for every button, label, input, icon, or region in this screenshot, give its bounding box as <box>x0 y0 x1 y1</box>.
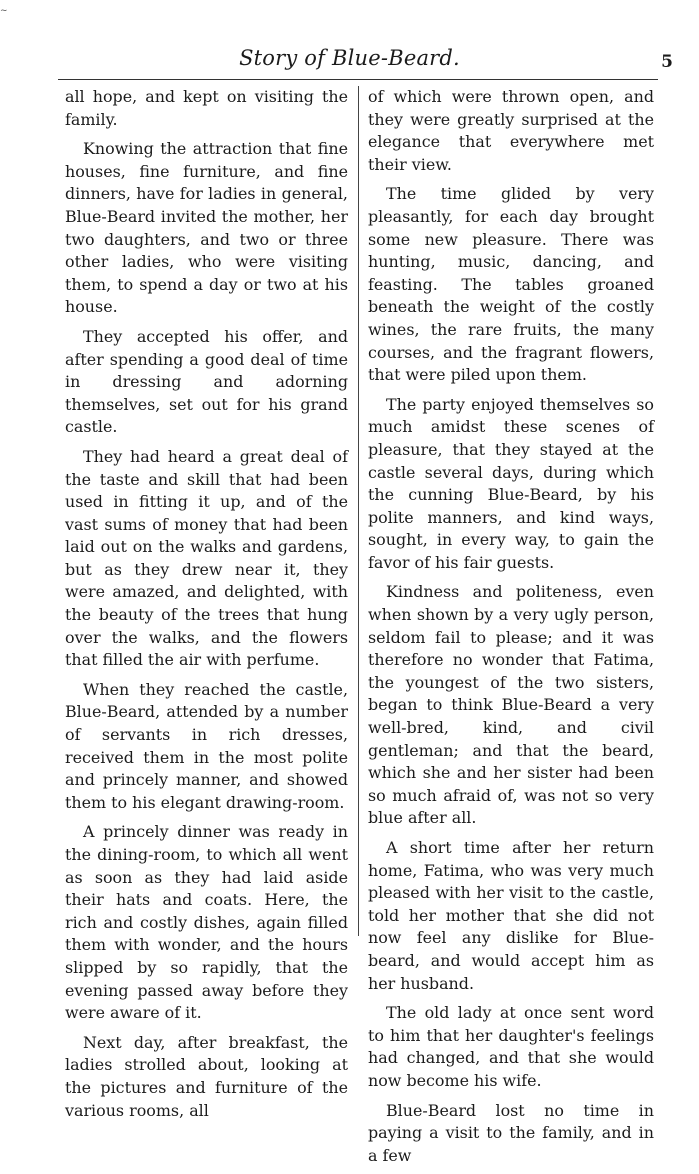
page-number: 5 <box>661 52 673 72</box>
paragraph-right-7: Blue-Beard lost no time in paying a visit to the family, and in a few <box>368 1100 654 1165</box>
paragraph-right-4: Kindness and politeness, even when shown by a very ugly person, seldom fail to please; and it was therefore no wonder that Fatima, the youngest of the two sisters, began to think Blue-Beard a very well-bred, kind, and civil gentleman; and that the beard, which she and her sister had been so much afraid of, was not so very blue after all. <box>368 582 654 828</box>
paragraph-left-1: all hope, and kept on visiting the family. <box>65 87 348 129</box>
paragraph-right-3: The party enjoyed themselves so much amidst these scenes of pleasure, that they stayed at the castle several days, during which the cunning Blue-Beard, by his polite manners, and kind ways, sought, in every way, to gain the favor of his fair guests. <box>368 394 654 572</box>
paragraph-left-6: A princely dinner was ready in the dining-room, to which all went as soon as they had laid aside their hats and coats. Here, the rich and costly dishes, again filled them with wonder, and the hours slipped by so rapidly, that the evening passed away before they were aware of it. <box>65 822 348 1023</box>
paragraph-left-5: When they reached the castle, Blue-Beard, attended by a number of servants in rich dresses, received them in the most polite and princely manner, and showed them to his elegant drawing-room. <box>65 679 348 812</box>
paragraph-right-2: The time glided by very pleasantly, for each day brought some new pleasure. There was hunting, music, dancing, and feasting. The tables groaned beneath the weight of the costly wines, the rare fruits, the many courses, and the fragrant flowers, that were piled upon them. <box>368 184 654 385</box>
paragraph-right-5: A short time after her return home, Fatima, who was very much pleased with her visit to the castle, told her mother that she did not now feel any dislike for Blue-beard, and would accept him as her husband. <box>368 838 654 993</box>
paragraph-left-3: They accepted his offer, and after spending a good deal of time in dressing and adorning themselves, set out for his grand castle. <box>65 326 348 437</box>
paragraph-left-2: Knowing the attraction that fine houses, fine furniture, and fine dinners, have for ladies in general, Blue-Beard invited the mother, her two daughters, and two or three other ladies, who were visiting them, to spend a day or two at his house. <box>65 139 348 317</box>
paragraph-left-7: Next day, after breakfast, the ladies strolled about, looking at the pictures and furniture of the various rooms, all <box>65 1032 348 1120</box>
paragraph-left-4: They had heard a great deal of the taste and skill that had been used in fitting it up, and of the vast sums of money that had been laid out on the walks and gardens, but as they drew near it, they were amazed, and delighted, with the beauty of the trees that hung over the walks, and the flowers that filled the air with perfume. <box>65 446 348 670</box>
running-title: Story of Blue-Beard. <box>239 46 460 70</box>
paragraph-right-6: The old lady at once sent word to him that her daughter's feelings had changed, and that she would now become his wife. <box>368 1003 654 1090</box>
paragraph-right-1: of which were thrown open, and they were greatly surprised at the elegance that everywhere met their view. <box>368 87 654 174</box>
edge-mark: ~ <box>0 6 8 16</box>
left-column <box>65 86 348 1129</box>
column-divider <box>358 86 359 936</box>
header-rule <box>58 79 658 80</box>
right-column <box>368 86 654 1174</box>
